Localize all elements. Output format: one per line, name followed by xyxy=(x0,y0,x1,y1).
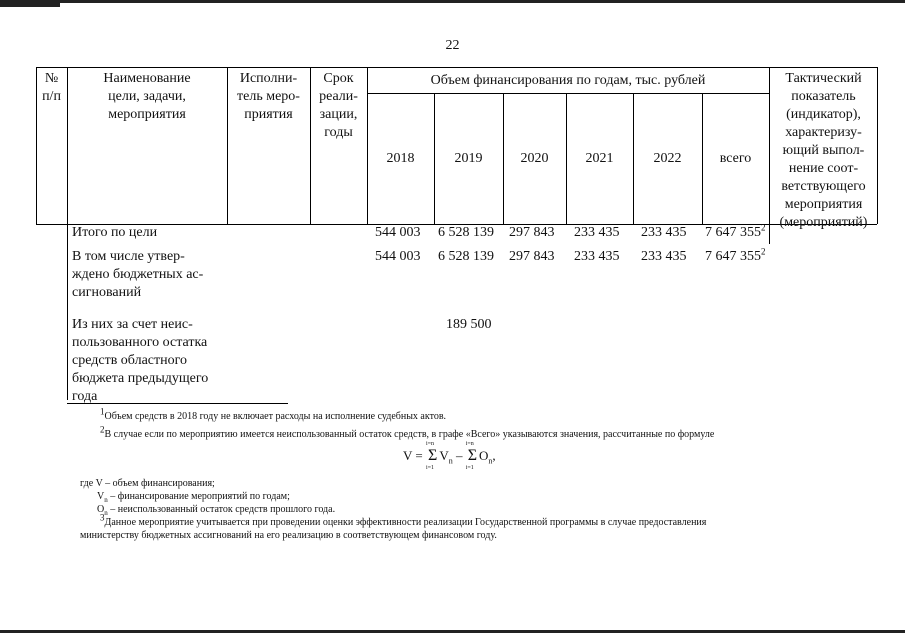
header-financing: Объем финансирования по годам, тыс. рублей xyxy=(430,73,706,88)
bottom-border xyxy=(0,630,905,633)
row-value: 544 003 xyxy=(375,249,421,264)
header-indicator: Тактический показатель (индикатор), характеризу- ющий выпол- нение соот- ветствующего мероприятия (мероприятий) xyxy=(779,71,868,230)
row-value: 6 528 139 xyxy=(438,225,494,240)
row-value: 189 500 xyxy=(446,317,492,332)
row-total: 7 647 355 xyxy=(705,225,761,240)
row-value: 233 435 xyxy=(574,249,620,264)
top-mark xyxy=(0,0,60,7)
header-executor: Исполни- тель меро- приятия xyxy=(237,71,300,122)
footnote-vn: $V_n$ – финансирование мероприятий по годам; xyxy=(97,491,290,504)
header-term: Срок реали- зации, годы xyxy=(319,71,358,140)
row-label: Из них за счет неис- пользованного остатка средств областного бюджета предыдущего года xyxy=(72,317,209,404)
row-value: 233 435 xyxy=(641,225,687,240)
footnote-ref: 2 xyxy=(761,246,766,257)
header-year-2022: 2022 xyxy=(653,151,682,166)
footnote-ref: 2 xyxy=(761,222,766,233)
row-value: 297 843 xyxy=(509,249,555,264)
footnote-1: $^1$Объем средств в 2018 году не включает расходы на исполнение судебных актов. xyxy=(100,406,447,422)
footnote-2: $^2$В случае если по мероприятию имеется неиспользованный остаток средств, в графе «Всего» указываются значения, рассчитанные по формуле xyxy=(100,424,715,440)
formula: V = Σ i=n i=1 $V_n$ – Σ i=n i=1 $O_n$, xyxy=(403,441,496,471)
row-value: 233 435 xyxy=(574,225,620,240)
row-label: В том числе утвер- ждено бюджетных ас- сигнований xyxy=(72,249,204,300)
page-number: 22 xyxy=(445,38,460,53)
footnote-3: $^3$Данное мероприятие учитывается при проведении оценки эффективности реализации Государственной программы в случае предоставления xyxy=(100,512,707,528)
header-num: № п/п xyxy=(42,71,61,104)
row-value: 233 435 xyxy=(641,249,687,264)
row-label: Итого по цели xyxy=(72,225,158,240)
header-year-2020: 2020 xyxy=(520,151,549,166)
header-year-2019: 2019 xyxy=(454,151,483,166)
top-border xyxy=(0,0,905,3)
footnote-where: где V – объем финансирования; xyxy=(80,478,215,489)
row-value: 6 528 139 xyxy=(438,249,494,264)
row-value: 297 843 xyxy=(509,225,555,240)
footnote-3-cont: министерству бюджетных ассигнований на его реализацию в соответствующем финансовом году. xyxy=(80,530,497,541)
header-total: всего xyxy=(719,151,752,166)
header-year-2021: 2021 xyxy=(585,151,614,166)
row-total: 7 647 355 xyxy=(705,249,761,264)
footnote-on: $O_n$ – неиспользованный остаток средств прошлого года. xyxy=(97,504,336,517)
header-year-2018: 2018 xyxy=(386,151,415,166)
row-value: 544 003 xyxy=(375,225,421,240)
header-name: Наименование цели, задачи, мероприятия xyxy=(103,71,191,122)
